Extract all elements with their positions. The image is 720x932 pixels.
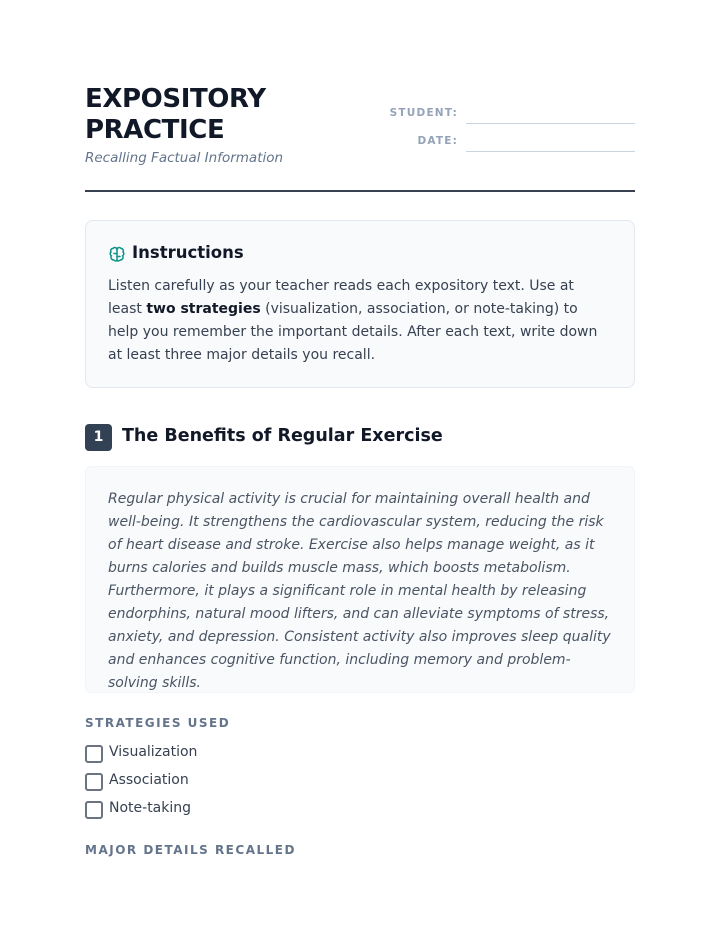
student-name-line[interactable] — [466, 123, 635, 124]
student-label: STUDENT: — [389, 107, 458, 119]
page-title: EXPOSITORY PRACTICE — [85, 84, 266, 145]
section-title: The Benefits of Regular Exercise — [122, 426, 443, 446]
section-number-badge: 1 — [85, 424, 112, 451]
instructions-text-end: (visualization, association, or note-taking) to help you remember the important details. After each text, write down at least three major details you recall. — [108, 301, 598, 363]
date-line[interactable] — [466, 151, 635, 152]
association-label: Association — [109, 772, 189, 788]
passage-box — [85, 466, 635, 693]
header-divider — [85, 190, 635, 192]
strategies-label: STRATEGIES USED — [85, 716, 231, 730]
date-label: DATE: — [417, 135, 458, 147]
association-checkbox[interactable] — [85, 773, 103, 791]
instructions-title: Instructions — [132, 243, 244, 262]
brain-icon — [108, 246, 126, 264]
instructions-text — [108, 275, 608, 367]
instructions-emphasis: two strategies — [146, 301, 261, 317]
note-taking-label: Note-taking — [109, 800, 192, 816]
passage-text: Regular physical activity is crucial for maintaining overall health and well-being. It strengthens the cardiovascular system, reducing the risk of heart disease and stroke. Exercise also helps manage weight, as it burns calories and builds muscle mass, which boosts metabolism. Furthermore, it plays a significant role in mental health by releasing endorphins, natural mood lifters, and can alleviate symptoms of stress, anxiety, and depression. Consistent activity also improves sleep quality and enhances cognitive function, including memory and problem-solving skills. — [108, 491, 611, 691]
instructions-box — [85, 220, 635, 388]
page-subtitle: Recalling Factual Information — [85, 150, 284, 166]
note-taking-checkbox[interactable] — [85, 801, 103, 819]
visualization-label: Visualization — [109, 744, 198, 760]
visualization-checkbox[interactable] — [85, 745, 103, 763]
instructions-text-start: Listen carefully as your teacher reads each expository text. Use at least — [108, 278, 574, 317]
details-label: MAJOR DETAILS RECALLED — [85, 843, 296, 857]
